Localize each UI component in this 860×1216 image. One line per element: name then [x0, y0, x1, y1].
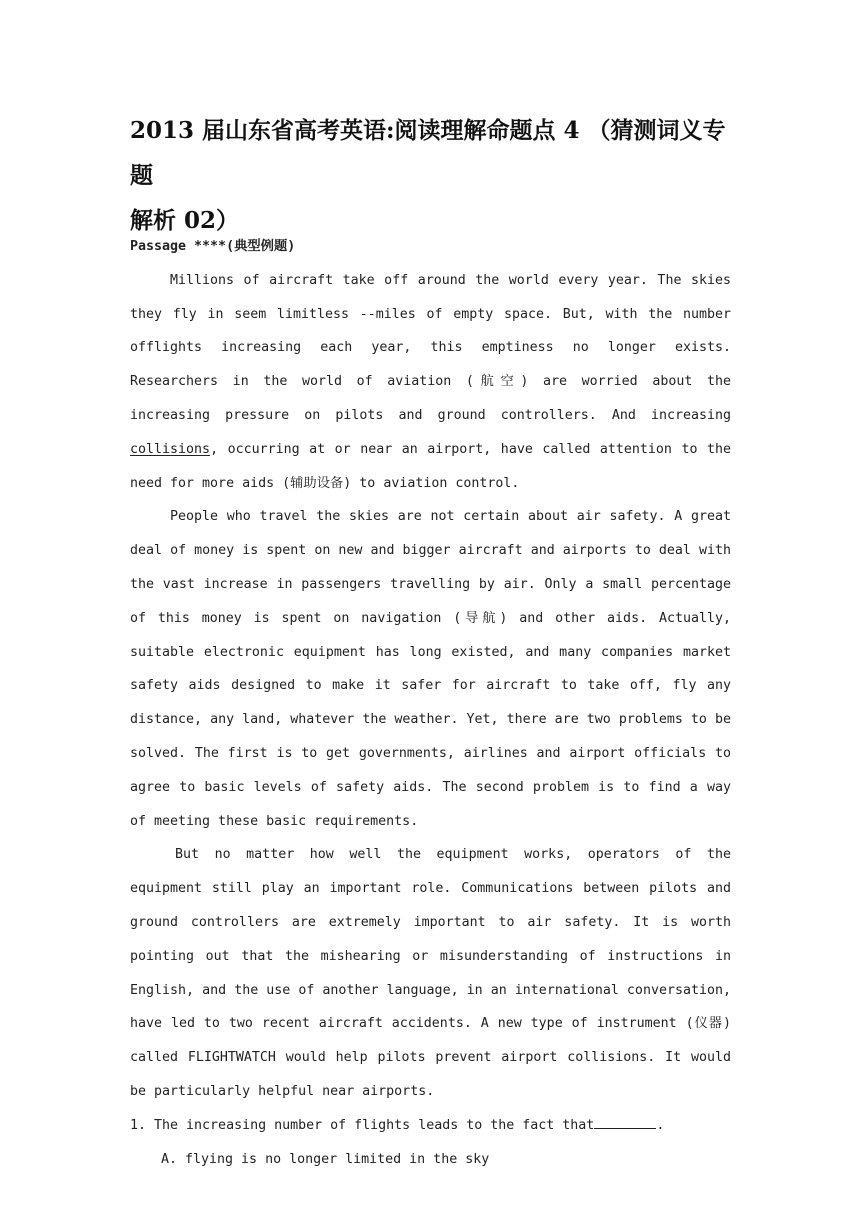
paragraph-2: People who travel the skies are not certain about air safety. A great deal of money is spent on new and bigger aircraft and airports to deal with the vast increase in passengers travelling by air. Only a small percentage of this money is spent on navigation (导航) and other aids. Actually, suitable electronic equipment has long existed, and many companies market safety aids designed to make it safer for aircraft to take off, fly any distance, any land, whatever the weather. Yet, there are two problems to be solved. The first is to get governments, airlines and airport officials to agree to basic levels of safety aids. The second problem is to find a way of meeting these basic requirements. — [130, 509, 731, 829]
answer-blank — [594, 1116, 656, 1129]
underlined-word: collisions — [130, 441, 211, 457]
title-prefix: 2013 届山东省高考英语: — [130, 117, 395, 144]
paragraph-3: But no matter how well the equipment works, operators of the equipment still play an important role. Communications between pilots and ground controllers are extremely important to air safety. It is worth pointing out that the mishearing or misunderstanding of instructions in English, and the use of another language, in an international conversation, have led to two recent aircraft accidents. A new type of instrument (仪器) called FLIGHTWATCH would help pilots prevent airport collisions. It would be particularly helpful near airports. — [130, 847, 731, 1099]
document-body — [130, 230, 731, 1176]
question-1-stem-text: 1. The increasing number of flights leads to the fact that — [130, 1117, 595, 1133]
title-bold-line1: 阅读理解命题点 4 （猜测词义专题 — [130, 117, 726, 189]
question-1-stem — [130, 1109, 731, 1143]
paragraph-1-text-a: Millions of aircraft take off around the world every year. The skies they fly in seem limitless --miles of empty space. But, with the number offlights increasing each year, this emptiness no longer exists. Researchers in the world of aviation (航空) are worried about the increasing pressure on pilots and ground controllers. And increasing — [130, 272, 731, 423]
passage-label: Passage ****(典型例题) — [130, 239, 296, 254]
document-title — [130, 108, 740, 243]
paragraph-1 — [130, 264, 731, 501]
title-bold-line2: 解析 02） — [130, 207, 240, 234]
paragraph-1-text-b: , occurring at or near an airport, have called attention to the need for more aids (辅助设备) to aviation control. — [130, 441, 731, 491]
question-1-option-a: A. flying is no longer limited in the sky — [161, 1151, 490, 1167]
question-1-stem-end: . — [656, 1117, 665, 1133]
